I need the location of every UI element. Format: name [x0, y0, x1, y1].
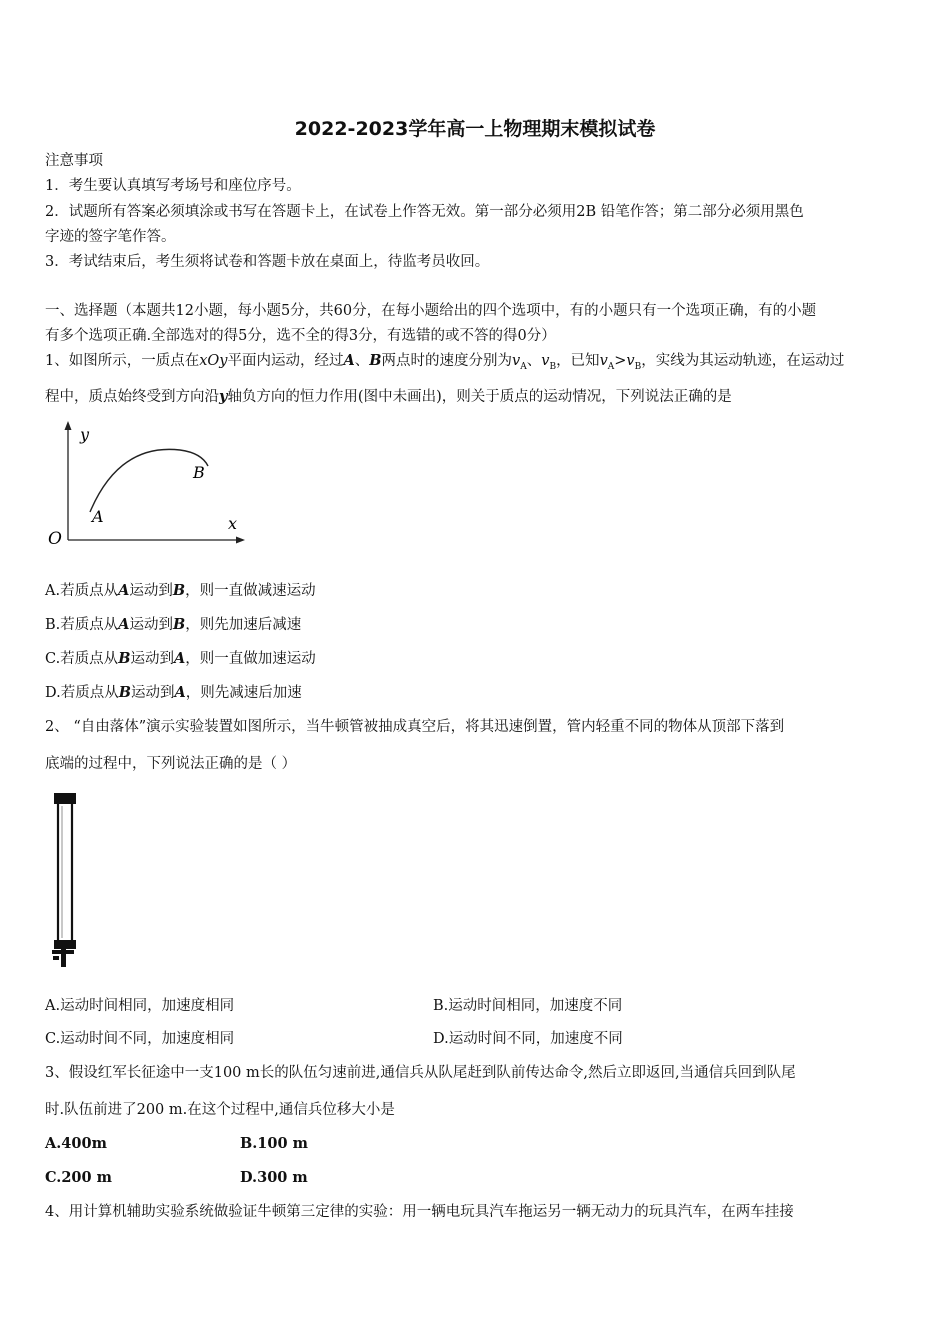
notice-heading: 注意事项	[45, 153, 103, 169]
q1-option-a[interactable]	[45, 581, 316, 601]
q3-stem-line-1: 3、假设红军长征途中一支100 m长的队伍匀速前进,通信兵从队尾赶到队前传达命令,然后立即返回,当通信兵回到队尾	[45, 1065, 796, 1081]
notice-item-2: 2．试题所有答案必须填涂或书写在答题卡上，在试卷上作答无效。第一部分必须用2B 铅笔作答；第二部分必须用黑色	[45, 204, 804, 220]
q1-text: >	[614, 353, 627, 369]
q1-velocity: v	[599, 353, 608, 369]
q1-stem-line-2	[45, 387, 732, 407]
fig-label-point-b: B	[193, 463, 205, 482]
q2-stem-line-1: 2、 “自由落体”演示实验装置如图所示，当牛顿管被抽成真空后，将其迅速倒置，管内轻重不同的物体从顶部下落到	[45, 719, 785, 735]
option-point: A	[173, 650, 186, 667]
trajectory-curve	[90, 449, 208, 512]
q1-stem-line-1	[45, 351, 844, 377]
q2-stem-line-2: 底端的过程中，下列说法正确的是（ ）	[45, 756, 297, 772]
q1-option-c[interactable]	[45, 649, 316, 669]
option-point: B	[118, 650, 131, 667]
option-point: A	[118, 582, 130, 599]
option-text: ，则先减速后加速	[185, 685, 302, 701]
option-text: 运动到	[130, 685, 175, 701]
x-axis-arrow-icon	[236, 537, 245, 544]
q1-text: ，实线为其运动轨迹，在运动过	[641, 353, 845, 369]
q1-option-d[interactable]	[45, 683, 302, 703]
newton-tube-figure	[48, 790, 84, 972]
q3-option-c[interactable]: C.200 m	[45, 1169, 112, 1186]
q1-velocity: v	[512, 353, 521, 369]
notice-item-3: 3．考试结束后，考生须将试卷和答题卡放在桌面上，待监考员收回。	[45, 254, 490, 270]
fig-label-origin: O	[48, 529, 62, 549]
option-text: A.若质点从	[45, 583, 119, 599]
q3-option-d[interactable]: D.300 m	[240, 1169, 308, 1186]
q3-stem-line-2: 时.队伍前进了200 m.在这个过程中,通信兵位移大小是	[45, 1102, 395, 1118]
q1-subscript: B	[549, 361, 557, 372]
option-text: B.若质点从	[45, 617, 119, 633]
option-text: C.若质点从	[45, 651, 119, 667]
q1-text: 轴负方向的恒力作用(图中未画出)，则关于质点的运动情况，下列说法正确的是	[227, 389, 732, 405]
q1-velocity: v	[626, 353, 635, 369]
valve-stem	[61, 947, 66, 967]
option-text: ，则一直做减速运动	[185, 583, 316, 599]
y-axis-arrow-icon	[65, 421, 72, 430]
q4-stem-line-1: 4、用计算机辅助实验系统做验证牛顿第三定律的实验：用一辆电玩具汽车拖运另一辆无动力的玩具汽车，在两车挂接	[45, 1204, 794, 1220]
section-instructions-line-1: 一、选择题（本题共12小题，每小题5分，共60分，在每小题给出的四个选项中，有的小题只有一个选项正确，有的小题	[45, 303, 817, 319]
option-text: 运动到	[129, 617, 174, 633]
option-text: ，则一直做加速运动	[185, 651, 316, 667]
q2-option-c[interactable]: C.运动时间不同，加速度相同	[45, 1031, 235, 1047]
q1-subscript: B	[634, 361, 642, 372]
q3-option-a[interactable]: A.400m	[45, 1135, 107, 1152]
fig-label-y: y	[80, 425, 90, 444]
fig-label-x: x	[228, 514, 238, 533]
notice-item-2-cont: 字迹的签字笔作答。	[45, 229, 176, 245]
option-point: B	[173, 616, 186, 633]
q2-option-d[interactable]: D.运动时间不同，加速度不同	[433, 1031, 623, 1047]
q2-option-a[interactable]: A.运动时间相同，加速度相同	[45, 998, 235, 1014]
q1-axis-y: y	[219, 388, 228, 405]
tube-top-cap	[54, 793, 76, 804]
fig-label-point-a: A	[92, 507, 104, 526]
option-point: B	[172, 582, 186, 599]
q2-option-b[interactable]: B.运动时间相同，加速度不同	[433, 998, 623, 1014]
q1-subscript: A	[520, 361, 527, 372]
option-point: B	[118, 684, 131, 701]
notice-item-1: 1．考生要认真填写考场号和座位序号。	[45, 178, 301, 194]
q1-text: 1、如图所示，一质点在	[45, 353, 200, 369]
q1-text: 程中，质点始终受到方向沿	[45, 389, 219, 405]
q1-option-b[interactable]	[45, 615, 301, 635]
q1-text: ，已知	[556, 353, 600, 369]
q1-point-b: B	[369, 352, 382, 369]
q1-text: 、	[354, 353, 370, 369]
option-text: D.若质点从	[45, 685, 119, 701]
option-point: A	[118, 616, 130, 633]
page-title: 2022-2023学年高一上物理期末模拟试卷	[294, 118, 656, 140]
q1-subscript: A	[607, 361, 615, 372]
option-text: 运动到	[130, 651, 174, 667]
q1-point-a: A	[343, 352, 355, 369]
option-text: 运动到	[129, 583, 173, 599]
q1-velocity: v	[541, 353, 550, 369]
section-instructions-line-2: 有多个选项正确.全部选对的得5分，选不全的得3分，有选错的或不答的得0分）	[45, 328, 556, 344]
q1-trajectory-figure	[40, 418, 255, 553]
q1-plane-label: xOy	[199, 353, 228, 369]
valve-handle	[53, 956, 59, 960]
q1-text: 平面内运动，经过	[227, 353, 344, 369]
q1-text: 两点时的速度分别为	[381, 353, 513, 369]
option-text: ，则先加速后减速	[185, 617, 302, 633]
q3-option-b[interactable]: B.100 m	[240, 1135, 308, 1152]
q1-text: 、	[526, 353, 542, 369]
option-point: A	[174, 684, 186, 701]
